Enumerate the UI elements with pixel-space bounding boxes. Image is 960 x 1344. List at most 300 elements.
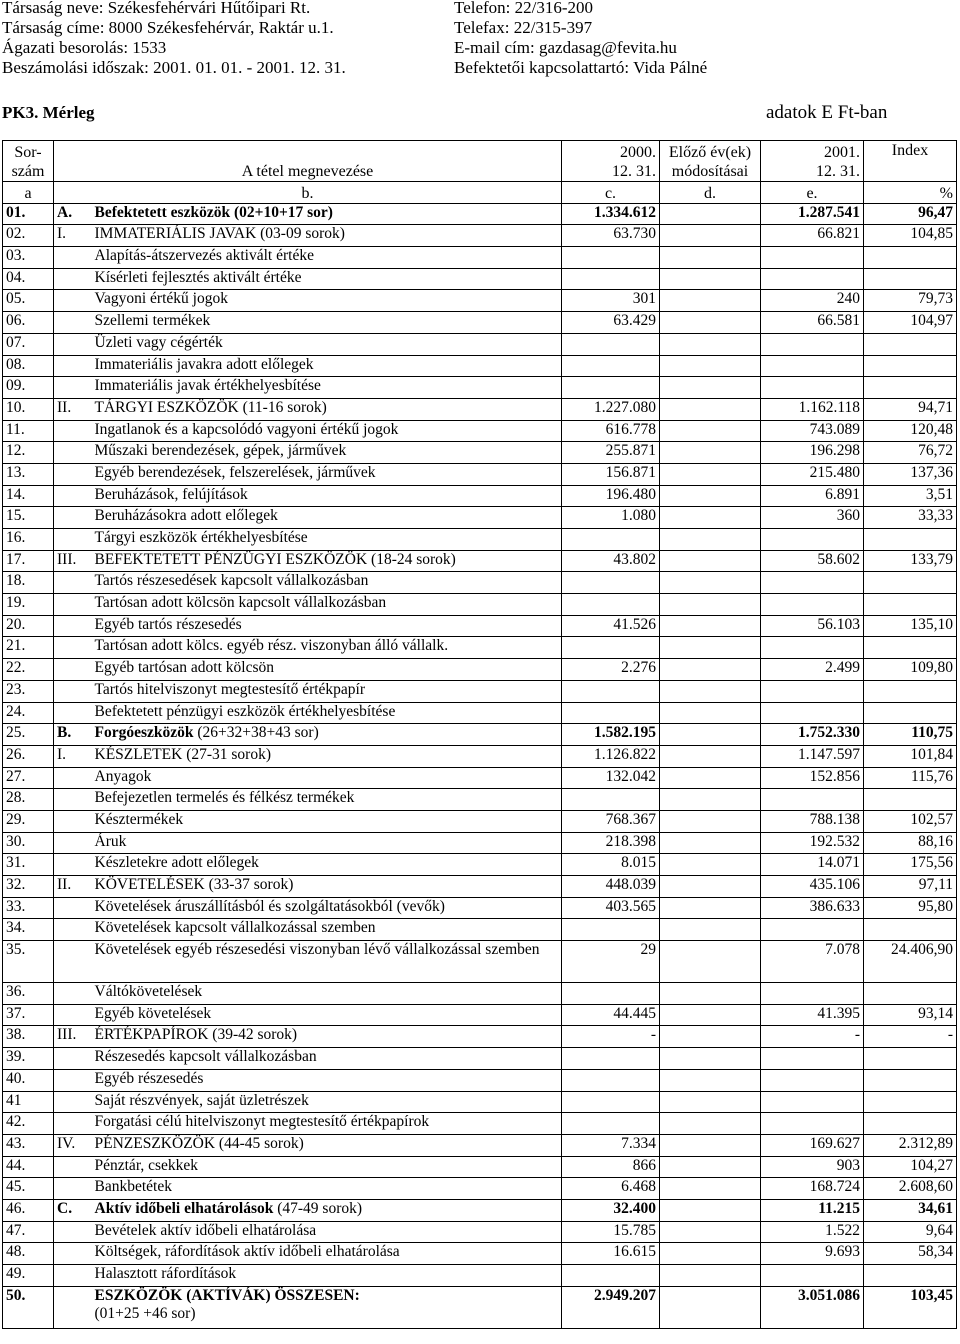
row-section	[54, 1221, 92, 1243]
row-section: C.	[54, 1199, 92, 1221]
row-mod-value	[660, 1156, 761, 1178]
row-name	[92, 1134, 562, 1156]
row-number: 07.	[3, 333, 54, 355]
row-cur-value: 386.633	[761, 897, 864, 919]
row-name-text: KÉSZLETEK (27-31 sorok)	[94, 745, 271, 763]
row-name-text: Üzleti vagy cégérték	[94, 333, 223, 351]
row-index-value: 137,36	[864, 463, 957, 485]
table-row	[3, 724, 957, 746]
table-row	[3, 767, 957, 789]
row-prev-value: 448.039	[562, 876, 660, 898]
row-name	[92, 1243, 562, 1265]
row-prev-value: 1.080	[562, 507, 660, 529]
table-row	[3, 941, 957, 983]
row-mod-value	[660, 724, 761, 746]
row-name-text: Beruházások, felújítások	[94, 485, 248, 503]
row-mod-value	[660, 507, 761, 529]
row-number: 11.	[3, 420, 54, 442]
row-index-value	[864, 594, 957, 616]
row-name	[92, 463, 562, 485]
row-index-value	[864, 1091, 957, 1113]
table-row	[3, 810, 957, 832]
row-prev-value: 63.429	[562, 312, 660, 334]
row-mod-value	[660, 1243, 761, 1265]
row-prev-value: 616.778	[562, 420, 660, 442]
row-name-text: Váltókövetelések	[94, 983, 203, 1001]
row-index-value	[864, 789, 957, 811]
row-index-value	[864, 1048, 957, 1070]
row-name-text: TÁRGYI ESZKÖZÖK (11-16 sorok)	[94, 398, 327, 416]
table-row	[3, 615, 957, 637]
row-mod-value	[660, 442, 761, 464]
row-number: 28.	[3, 789, 54, 811]
row-name-text: Tárgyi eszközök értékhelyesbítése	[94, 529, 308, 546]
row-index-value	[864, 637, 957, 659]
row-number: 33.	[3, 897, 54, 919]
table-row	[3, 507, 957, 529]
row-prev-value	[562, 1265, 660, 1287]
report-unit: adatok E Ft-ban	[766, 102, 888, 123]
row-number: 25.	[3, 724, 54, 746]
row-cur-value	[761, 1265, 864, 1287]
table-row	[3, 355, 957, 377]
row-name	[92, 789, 562, 811]
row-cur-value	[761, 247, 864, 269]
table-row	[3, 1199, 957, 1221]
row-section	[54, 1113, 92, 1135]
row-number: 19.	[3, 594, 54, 616]
row-name-text: Tartós hitelviszonyt megtestesítő értékpapír	[94, 680, 366, 698]
row-section	[54, 355, 92, 377]
table-row	[3, 529, 957, 551]
row-index-value: 96,47	[864, 203, 957, 225]
table-row	[3, 312, 957, 334]
row-name	[92, 225, 562, 247]
table-row	[3, 1004, 957, 1026]
col-header-mod: Előző év(ek) módosításai	[660, 141, 761, 182]
row-mod-value	[660, 398, 761, 420]
table-row	[3, 377, 957, 399]
row-index-value: 97,11	[864, 876, 957, 898]
row-name	[92, 767, 562, 789]
row-mod-value	[660, 876, 761, 898]
fax: Telefax: 22/315-397	[454, 18, 593, 37]
row-name-text: Befektetett pénzügyi eszközök értékhelyesbítése	[94, 702, 396, 720]
table-row	[3, 637, 957, 659]
row-prev-value: 6.468	[562, 1178, 660, 1200]
row-section: I.	[54, 745, 92, 767]
row-index-value: 104,97	[864, 312, 957, 334]
row-number: 30.	[3, 832, 54, 854]
row-prev-value	[562, 377, 660, 399]
row-name	[92, 247, 562, 269]
company-name: Társaság neve: Székesfehérvári Hűtőipari Rt.	[2, 0, 311, 17]
row-name	[92, 876, 562, 898]
row-name-text: Pénztár, csekkek	[94, 1156, 199, 1174]
row-index-value	[864, 333, 957, 355]
table-row	[3, 485, 957, 507]
row-cur-value	[761, 983, 864, 1005]
row-name-suffix: (47-49 sorok)	[273, 1199, 363, 1217]
row-index-value: 3,51	[864, 485, 957, 507]
row-name-text: Egyéb berendezések, felszerelések, járművek	[94, 463, 376, 481]
table-row	[3, 983, 957, 1005]
row-mod-value	[660, 1048, 761, 1070]
table-row	[3, 1178, 957, 1200]
row-name	[92, 507, 562, 529]
row-cur-value: 14.071	[761, 854, 864, 876]
row-mod-value	[660, 550, 761, 572]
table-row	[3, 550, 957, 572]
row-section	[54, 767, 92, 789]
row-mod-value	[660, 615, 761, 637]
row-index-value	[864, 1265, 957, 1287]
row-section	[54, 1286, 92, 1328]
row-mod-value	[660, 1178, 761, 1200]
row-number: 35.	[3, 941, 54, 983]
row-name	[92, 854, 562, 876]
row-prev-value	[562, 355, 660, 377]
row-index-value: 24.406,90	[864, 941, 957, 983]
table-row	[3, 572, 957, 594]
table-row	[3, 247, 957, 269]
row-mod-value	[660, 1134, 761, 1156]
reporting-period: Beszámolási időszak: 2001. 01. 01. - 2001. 12. 31.	[2, 58, 346, 77]
row-number: 47.	[3, 1221, 54, 1243]
row-cur-value: 240	[761, 290, 864, 312]
row-index-value: 102,57	[864, 810, 957, 832]
row-name-text: Halasztott ráfordítások	[94, 1265, 237, 1282]
col-letter-pct: %	[864, 182, 957, 204]
row-mod-value	[660, 225, 761, 247]
row-number: 46.	[3, 1199, 54, 1221]
row-name-text: Bankbetétek	[94, 1178, 172, 1196]
row-name	[92, 745, 562, 767]
row-prev-value: -	[562, 1026, 660, 1048]
row-name-text: Áruk	[94, 832, 127, 850]
row-name-text: Aktív időbeli elhatárolások	[94, 1199, 274, 1217]
row-index-value	[864, 529, 957, 551]
company-address: Társaság címe: 8000 Székesfehérvár, Raktár u.1.	[2, 18, 334, 37]
row-number: 10.	[3, 398, 54, 420]
row-section	[54, 983, 92, 1005]
row-name	[92, 1091, 562, 1113]
row-name-text: Kísérleti fejlesztés aktivált értéke	[94, 268, 302, 286]
sector-code: Ágazati besorolás: 1533	[2, 38, 167, 57]
row-prev-value: 44.445	[562, 1004, 660, 1026]
row-name	[92, 1113, 562, 1135]
table-row	[3, 1243, 957, 1265]
row-section	[54, 572, 92, 594]
row-cur-value: 435.106	[761, 876, 864, 898]
row-prev-value: 866	[562, 1156, 660, 1178]
row-prev-value: 403.565	[562, 897, 660, 919]
row-cur-value	[761, 919, 864, 941]
row-mod-value	[660, 919, 761, 941]
row-prev-value	[562, 1091, 660, 1113]
row-index-value	[864, 919, 957, 941]
row-prev-value: 255.871	[562, 442, 660, 464]
table-row	[3, 463, 957, 485]
row-index-value: 133,79	[864, 550, 957, 572]
row-mod-value	[660, 377, 761, 399]
table-row	[3, 659, 957, 681]
row-index-value: 175,56	[864, 854, 957, 876]
row-index-value: -	[864, 1026, 957, 1048]
row-section	[54, 897, 92, 919]
row-index-value	[864, 702, 957, 724]
row-number: 31.	[3, 854, 54, 876]
table-row	[3, 225, 957, 247]
row-number: 02.	[3, 225, 54, 247]
row-mod-value	[660, 832, 761, 854]
row-prev-value: 63.730	[562, 225, 660, 247]
row-cur-value: 6.891	[761, 485, 864, 507]
row-prev-value	[562, 333, 660, 355]
row-number: 15.	[3, 507, 54, 529]
table-row	[3, 203, 957, 225]
row-mod-value	[660, 854, 761, 876]
row-mod-value	[660, 1004, 761, 1026]
row-name-text: Költségek, ráfordítások aktív időbeli elhatárolása	[94, 1243, 400, 1261]
row-cur-value: 9.693	[761, 1243, 864, 1265]
row-prev-value	[562, 1048, 660, 1070]
row-prev-value: 132.042	[562, 767, 660, 789]
row-index-value: 58,34	[864, 1243, 957, 1265]
row-section	[54, 1178, 92, 1200]
row-prev-value: 1.334.612	[562, 203, 660, 225]
row-name	[92, 1199, 562, 1221]
row-mod-value	[660, 594, 761, 616]
row-number: 24.	[3, 702, 54, 724]
row-number: 04.	[3, 268, 54, 290]
row-index-value: 76,72	[864, 442, 957, 464]
row-index-value: 88,16	[864, 832, 957, 854]
row-prev-value	[562, 268, 660, 290]
row-index-value	[864, 680, 957, 702]
row-mod-value	[660, 983, 761, 1005]
row-name-text: Egyéb tartósan adott kölcsön	[94, 659, 274, 677]
row-index-value	[864, 572, 957, 594]
row-index-value: 104,85	[864, 225, 957, 247]
col-letter-e: e.	[761, 182, 864, 204]
row-name	[92, 919, 562, 941]
row-index-value: 79,73	[864, 290, 957, 312]
row-name-text: Forgóeszközök	[94, 724, 194, 742]
row-prev-value: 15.785	[562, 1221, 660, 1243]
table-row	[3, 1221, 957, 1243]
row-number: 32.	[3, 876, 54, 898]
row-number: 22.	[3, 659, 54, 681]
row-cur-value: 1.162.118	[761, 398, 864, 420]
row-index-value: 94,71	[864, 398, 957, 420]
row-number: 50.	[3, 1286, 54, 1328]
row-cur-value	[761, 268, 864, 290]
row-cur-value	[761, 702, 864, 724]
row-prev-value: 43.802	[562, 550, 660, 572]
row-prev-value: 1.227.080	[562, 398, 660, 420]
row-index-value: 104,27	[864, 1156, 957, 1178]
row-name-text: Immateriális javak értékhelyesbítése	[94, 377, 321, 395]
row-name	[92, 983, 562, 1005]
row-name-text: Forgatási célú hitelviszonyt megtestesítő értékpapírok	[94, 1113, 430, 1131]
row-cur-value: 1.287.541	[761, 203, 864, 225]
row-cur-value: 196.298	[761, 442, 864, 464]
table-row	[3, 1134, 957, 1156]
col-letter-b: b.	[54, 182, 562, 204]
table-row	[3, 442, 957, 464]
row-name-text: IMMATERIÁLIS JAVAK (03-09 sorok)	[94, 225, 345, 243]
row-section: III.	[54, 550, 92, 572]
table-row	[3, 919, 957, 941]
document-header	[0, 0, 960, 78]
row-name-text: Tartósan adott kölcs. egyéb rész. viszonyban álló vállalk.	[94, 637, 449, 655]
balance-sheet-table	[2, 140, 957, 1329]
row-cur-value	[761, 637, 864, 659]
report-title: PK3. Mérleg	[2, 103, 95, 122]
table-row	[3, 333, 957, 355]
row-number: 37.	[3, 1004, 54, 1026]
row-mod-value	[660, 1113, 761, 1135]
row-section	[54, 507, 92, 529]
row-cur-value	[761, 680, 864, 702]
row-name-suffix: (01+25 +46 sor)	[94, 1304, 196, 1322]
row-name	[92, 377, 562, 399]
col-letter-a: a	[3, 182, 54, 204]
row-number: 18.	[3, 572, 54, 594]
row-cur-value: 7.078	[761, 941, 864, 983]
table-row	[3, 745, 957, 767]
row-name	[92, 832, 562, 854]
row-prev-value: 29	[562, 941, 660, 983]
row-cur-value: 788.138	[761, 810, 864, 832]
row-cur-value: 192.532	[761, 832, 864, 854]
table-row	[3, 876, 957, 898]
row-name-text: Ingatlanok és a kapcsolódó vagyoni értékű jogok	[94, 420, 399, 438]
row-mod-value	[660, 1091, 761, 1113]
table-row	[3, 1026, 957, 1048]
table-row	[3, 1113, 957, 1135]
row-section	[54, 659, 92, 681]
row-index-value: 2.312,89	[864, 1134, 957, 1156]
row-mod-value	[660, 355, 761, 377]
row-name	[92, 637, 562, 659]
row-name	[92, 203, 562, 225]
row-name	[92, 941, 562, 983]
row-prev-value: 1.582.195	[562, 724, 660, 746]
row-cur-value	[761, 377, 864, 399]
row-section	[54, 1243, 92, 1265]
row-mod-value	[660, 1026, 761, 1048]
row-prev-value: 1.126.822	[562, 745, 660, 767]
row-name	[92, 1156, 562, 1178]
row-section	[54, 1048, 92, 1070]
row-name	[92, 290, 562, 312]
row-cur-value: 903	[761, 1156, 864, 1178]
row-number: 14.	[3, 485, 54, 507]
row-name-text: Követelések áruszállításból és szolgáltatásokból (vevők)	[94, 897, 445, 915]
row-number: 16.	[3, 529, 54, 551]
row-section	[54, 247, 92, 269]
row-index-value	[864, 268, 957, 290]
row-name	[92, 897, 562, 919]
row-section	[54, 420, 92, 442]
row-mod-value	[660, 789, 761, 811]
row-prev-value	[562, 789, 660, 811]
row-number: 39.	[3, 1048, 54, 1070]
row-index-value: 2.608,60	[864, 1178, 957, 1200]
row-cur-value: 3.051.086	[761, 1286, 864, 1328]
row-name-text: Immateriális javakra adott előlegek	[94, 355, 314, 373]
row-mod-value	[660, 1286, 761, 1328]
row-section	[54, 702, 92, 724]
table-row	[3, 702, 957, 724]
row-name-text: BEFEKTETETT PÉNZÜGYI ESZKÖZÖK (18-24 sorok)	[94, 550, 456, 568]
row-name-text: Tartósan adott kölcsön kapcsolt vállalkozásban	[94, 594, 387, 612]
row-section	[54, 789, 92, 811]
row-name	[92, 420, 562, 442]
table-row	[3, 1048, 957, 1070]
row-mod-value	[660, 572, 761, 594]
row-name-text: Tartós részesedések kapcsolt vállalkozásban	[94, 572, 369, 590]
row-name-text: Szellemi termékek	[94, 312, 211, 330]
row-index-value	[864, 983, 957, 1005]
col-header-index: Index	[864, 141, 957, 182]
table-row	[3, 897, 957, 919]
row-mod-value	[660, 420, 761, 442]
row-number: 40.	[3, 1069, 54, 1091]
row-mod-value	[660, 268, 761, 290]
phone: Telefon: 22/316-200	[454, 0, 594, 17]
row-number: 36.	[3, 983, 54, 1005]
row-section	[54, 442, 92, 464]
row-index-value	[864, 1113, 957, 1135]
row-cur-value	[761, 1113, 864, 1135]
row-number: 13.	[3, 463, 54, 485]
row-index-value: 135,10	[864, 615, 957, 637]
row-section	[54, 290, 92, 312]
table-row	[3, 680, 957, 702]
row-number: 05.	[3, 290, 54, 312]
table-row	[3, 1156, 957, 1178]
row-name	[92, 1221, 562, 1243]
row-name-text: Beruházásokra adott előlegek	[94, 507, 278, 525]
row-cur-value: 66.581	[761, 312, 864, 334]
row-mod-value	[660, 637, 761, 659]
row-mod-value	[660, 203, 761, 225]
row-index-value: 110,75	[864, 724, 957, 746]
row-prev-value	[562, 702, 660, 724]
row-index-value	[864, 1069, 957, 1091]
row-section	[54, 1265, 92, 1287]
row-mod-value	[660, 1199, 761, 1221]
row-index-value: 120,48	[864, 420, 957, 442]
row-section	[54, 1004, 92, 1026]
row-index-value: 33,33	[864, 507, 957, 529]
row-number: 49.	[3, 1265, 54, 1287]
row-name-text: KÖVETELÉSEK (33-37 sorok)	[94, 876, 294, 893]
row-cur-value	[761, 594, 864, 616]
row-name	[92, 680, 562, 702]
row-prev-value: 218.398	[562, 832, 660, 854]
row-prev-value	[562, 594, 660, 616]
row-prev-value: 196.480	[562, 485, 660, 507]
row-number: 27.	[3, 767, 54, 789]
row-cur-value	[761, 529, 864, 551]
row-number: 42.	[3, 1113, 54, 1135]
row-cur-value: 11.215	[761, 1199, 864, 1221]
row-prev-value	[562, 680, 660, 702]
